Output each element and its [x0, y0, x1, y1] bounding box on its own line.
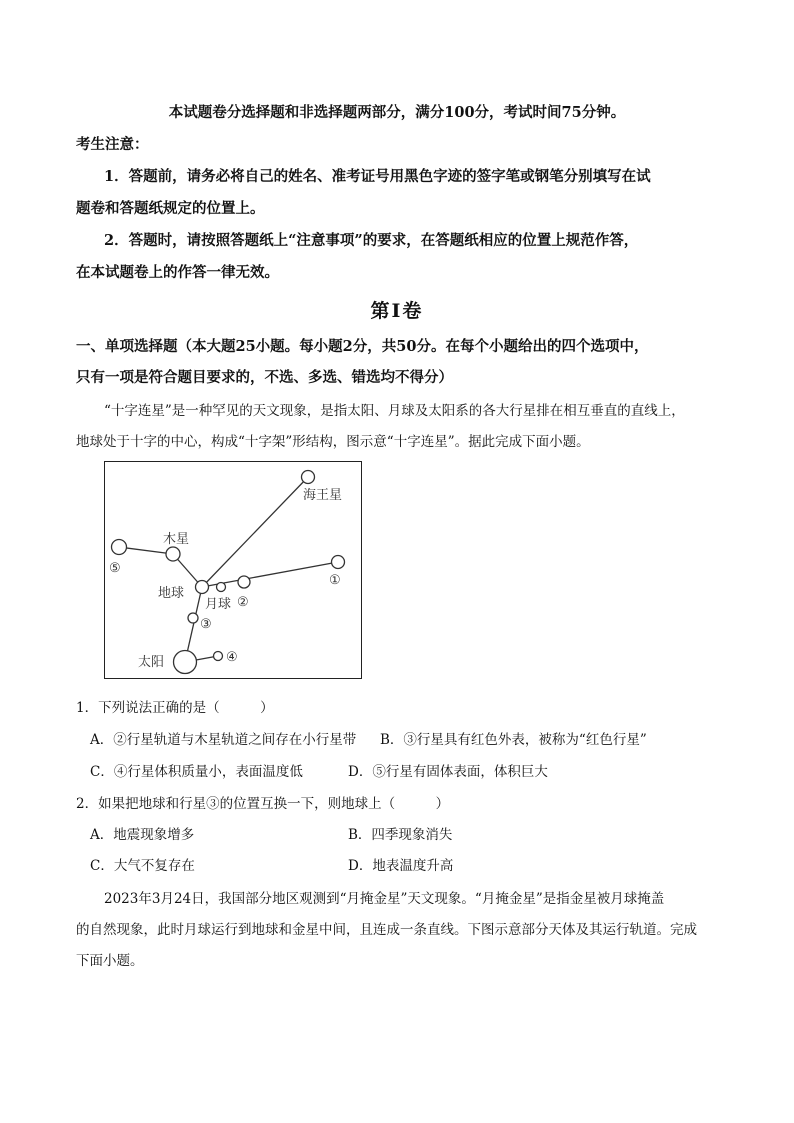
notice-item-2-line-1: 2．答题时，请按照答题纸上“注意事项”的要求，在答题纸相应的位置上规范作答，	[104, 232, 639, 249]
sun-node	[174, 651, 197, 674]
volume-title: 第Ⅰ卷	[370, 300, 424, 322]
earth-label: 地球	[158, 586, 185, 601]
planet-4-node	[214, 652, 223, 661]
question-2-option-d[interactable]: D．地表温度升高	[348, 858, 454, 874]
sun-label: 太阳	[138, 655, 165, 670]
cross-alignment-diagram	[104, 461, 362, 679]
moon-node	[217, 583, 226, 592]
planet-3-node	[188, 613, 198, 623]
section-heading-line-2: 只有一项是符合题目要求的，不选、多选、错选均不得分）	[76, 369, 453, 386]
passage-1-line-1: “十字连星”是一种罕见的天文现象，是指太阳、月球及太阳系的各大行星排在相互垂直的直线上，	[104, 403, 685, 419]
question-1-option-a[interactable]: A．②行星轨道与木星轨道之间存在小行星带	[90, 732, 357, 748]
jupiter-label: 木星	[163, 532, 190, 547]
exam-intro: 本试题卷分选择题和非选择题两部分，满分100分，考试时间75分钟。	[168, 104, 626, 121]
neptune-node	[302, 471, 315, 484]
notice-title: 考生注意：	[76, 136, 149, 153]
neptune-label: 海王星	[303, 488, 343, 503]
notice-item-1-line-1: 1．答题前，请务必将自己的姓名、准考证号用黑色字迹的签字笔或钢笔分别填写在试	[104, 168, 651, 185]
planet-5-node	[112, 540, 127, 555]
question-2-option-a[interactable]: A．地震现象增多	[90, 827, 195, 843]
planet-2-label: ②	[237, 595, 249, 610]
section-heading-line-1: 一、单项选择题（本大题25小题。每小题2分，共50分。在每个小题给出的四个选项中，	[76, 338, 649, 355]
question-2-option-c[interactable]: C．大气不复存在	[90, 858, 195, 874]
planet-4-label: ④	[226, 650, 238, 665]
passage-2-line-2: 的自然现象，此时月球运行到地球和金星中间，且连成一条直线。下图示意部分天体及其运行轨道。完成	[76, 922, 697, 938]
question-2-option-b[interactable]: B．四季现象消失	[348, 827, 453, 843]
passage-2-line-1: 2023年3月24日，我国部分地区观测到“月掩金星”天文现象。“月掩金星”是指金星被月球掩盖	[104, 891, 665, 907]
moon-label: 月球	[205, 597, 232, 612]
question-2-stem: 2．如果把地球和行星③的位置互换一下，则地球上（ ）	[76, 796, 450, 812]
passage-2-line-3: 下面小题。	[76, 953, 144, 969]
planet-5-label: ⑤	[109, 561, 121, 576]
planet-3-label: ③	[200, 617, 212, 632]
passage-1-line-2: 地球处于十字的中心，构成“十字架”形结构，图示意“十字连星”。据此完成下面小题。	[76, 434, 590, 450]
notice-item-1-line-2: 题卷和答题纸规定的位置上。	[76, 200, 265, 217]
jupiter-node	[166, 547, 180, 561]
notice-item-2-line-2: 在本试题卷上的作答一律无效。	[76, 264, 279, 281]
question-1-option-d[interactable]: D．⑤行星有固体表面，体积巨大	[348, 764, 548, 780]
planet-2-node	[238, 576, 250, 588]
planet-1-node	[332, 556, 345, 569]
question-1-option-c[interactable]: C．④行星体积质量小，表面温度低	[90, 764, 303, 780]
line-jupiter-planet5	[119, 547, 173, 554]
diagram-svg	[105, 462, 363, 680]
planet-1-label: ①	[329, 573, 341, 588]
earth-node	[196, 581, 209, 594]
question-1-option-b[interactable]: B．③行星具有红色外表，被称为“红色行星”	[380, 732, 647, 748]
question-1-stem: 1．下列说法正确的是（ ）	[76, 700, 274, 716]
